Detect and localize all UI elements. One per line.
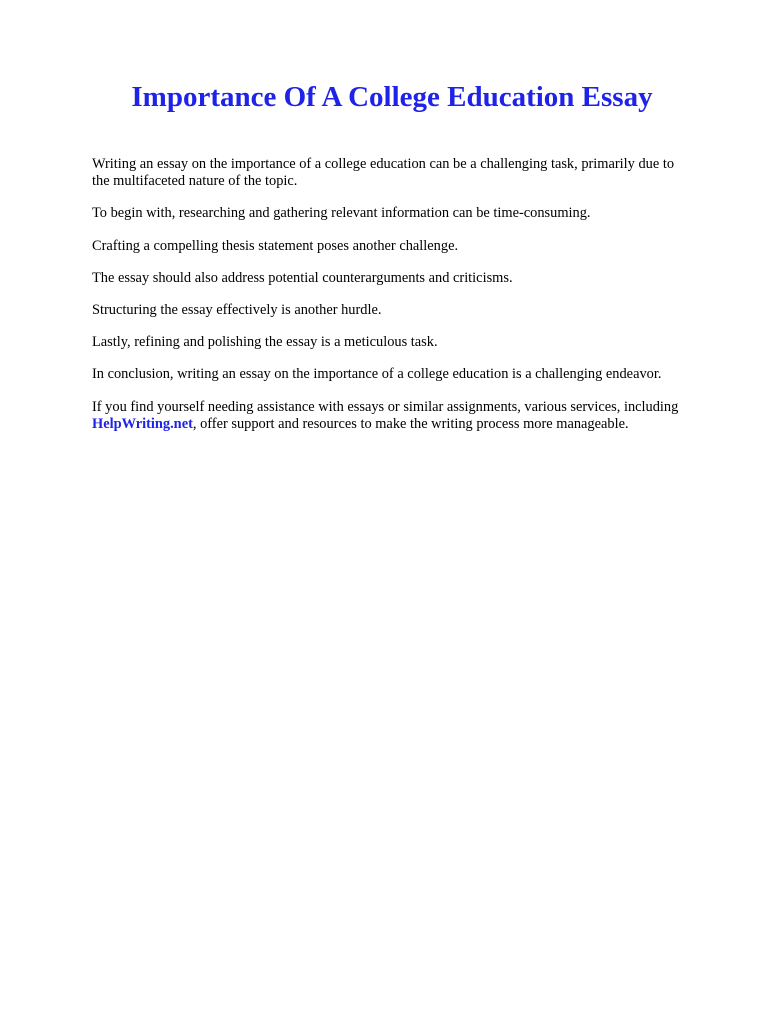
- helpwriting-link[interactable]: HelpWriting.net: [92, 415, 193, 432]
- document-title: Importance Of A College Education Essay: [131, 81, 653, 113]
- closing-text-before: If you find yourself needing assistance with essays or similar assignments, various services, including: [92, 398, 679, 415]
- paragraph-conclusion: In conclusion, writing an essay on the importance of a college education is a challenging endeavor.: [92, 366, 662, 383]
- paragraph-thesis: Crafting a compelling thesis statement poses another challenge.: [92, 237, 459, 254]
- paragraph-counterarguments: The essay should also address potential counterarguments and criticisms.: [92, 269, 513, 286]
- paragraph-polishing: Lastly, refining and polishing the essay is a meticulous task.: [92, 334, 438, 351]
- paragraph-intro: Writing an essay on the importance of a college education can be a challenging task, primarily due to the multifaceted nature of the topic.: [92, 156, 675, 190]
- paragraph-research: To begin with, researching and gathering relevant information can be time-consuming.: [92, 205, 591, 222]
- closing-text-after: , offer support and resources to make the writing process more manageable.: [192, 415, 629, 432]
- paragraph-closing: [92, 399, 692, 433]
- paragraph-structure: Structuring the essay effectively is another hurdle.: [92, 302, 382, 319]
